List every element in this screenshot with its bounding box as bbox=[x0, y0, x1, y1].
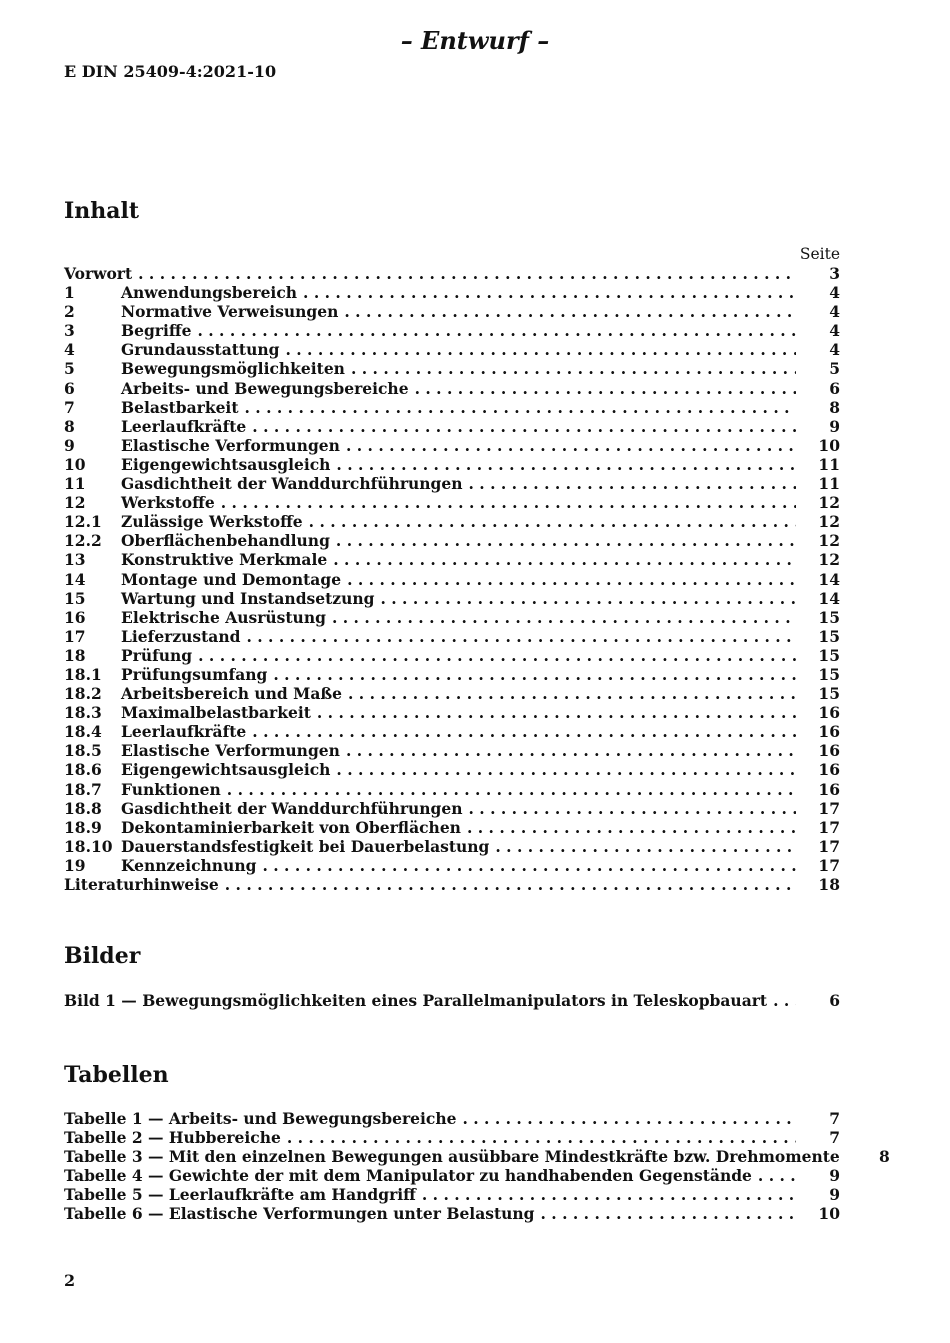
toc-entry-number: 18.5 bbox=[64, 741, 102, 761]
toc-entry[interactable] bbox=[64, 684, 840, 703]
toc-entry-number: 1 bbox=[64, 283, 75, 303]
leader-dots bbox=[422, 1185, 796, 1204]
toc-entry-number: 18.1 bbox=[64, 664, 102, 684]
toc-entry-title: Maximalbelastbarkeit bbox=[121, 703, 311, 723]
toc-entry-number: 18.2 bbox=[64, 684, 102, 704]
toc-entry-title: Prüfungsumfang bbox=[121, 664, 268, 684]
toc-entry[interactable] bbox=[64, 875, 840, 894]
toc-entry-number: 13 bbox=[64, 550, 86, 570]
toc-entry-title: Tabelle 5 — Leerlaufkräfte am Handgriff bbox=[64, 1185, 416, 1205]
toc-entry-page: 15 bbox=[818, 607, 840, 627]
toc-entry[interactable] bbox=[64, 340, 840, 359]
toc-entry-page: 4 bbox=[829, 340, 840, 360]
toc-entry[interactable] bbox=[64, 531, 840, 550]
toc-entry-page: 16 bbox=[818, 722, 840, 742]
toc-entry[interactable] bbox=[64, 780, 840, 799]
toc-entry-title: Zulässige Werkstoffe bbox=[121, 512, 303, 532]
toc-entry-title: Gasdichtheit der Wanddurchführungen bbox=[121, 474, 463, 494]
toc-entry-title: Gasdichtheit der Wanddurchführungen bbox=[121, 798, 463, 818]
contents-heading: Inhalt bbox=[64, 198, 140, 224]
leader-dots bbox=[244, 398, 796, 417]
toc-entry-number: 7 bbox=[64, 397, 75, 417]
page-column-label: Seite bbox=[799, 245, 840, 263]
toc-entry[interactable] bbox=[64, 359, 840, 378]
leader-dots bbox=[462, 1109, 796, 1128]
toc-entry-page: 14 bbox=[818, 588, 840, 608]
toc-entry-number: 12.2 bbox=[64, 531, 102, 551]
toc-entry[interactable] bbox=[64, 436, 840, 455]
toc-entry[interactable] bbox=[64, 455, 840, 474]
leader-dots bbox=[467, 818, 796, 837]
toc-entry[interactable] bbox=[64, 991, 840, 1010]
toc-entry-page: 9 bbox=[829, 1166, 840, 1186]
list-of-tables bbox=[64, 1109, 890, 1224]
toc-entry-page: 16 bbox=[818, 741, 840, 761]
toc-entry-title: Elastische Verformungen bbox=[121, 741, 340, 761]
toc-entry[interactable] bbox=[64, 417, 840, 436]
toc-entry[interactable] bbox=[64, 264, 840, 283]
toc-entry[interactable] bbox=[64, 589, 840, 608]
toc-entry-title: Begriffe bbox=[121, 321, 192, 341]
toc-entry-title: Vorwort bbox=[64, 264, 133, 283]
leader-dots bbox=[197, 321, 796, 340]
toc-entry-title: Funktionen bbox=[121, 779, 221, 799]
toc-entry[interactable] bbox=[64, 398, 840, 417]
toc-entry-title: Eigengewichtsausgleich bbox=[121, 454, 331, 474]
toc-entry[interactable] bbox=[64, 741, 840, 760]
toc-entry-number: 18.9 bbox=[64, 817, 102, 837]
toc-entry-page: 17 bbox=[818, 817, 840, 837]
toc-entry-title: Wartung und Instandsetzung bbox=[121, 588, 375, 608]
toc-entry-page: 16 bbox=[818, 703, 840, 723]
toc-entry-page: 7 bbox=[829, 1109, 840, 1128]
toc-entry-title: Werkstoffe bbox=[121, 493, 215, 513]
leader-dots bbox=[317, 703, 796, 722]
leader-dots bbox=[541, 1204, 796, 1223]
leader-dots bbox=[262, 856, 796, 875]
toc-entry-page: 15 bbox=[818, 626, 840, 646]
leader-dots bbox=[351, 359, 796, 378]
leader-dots bbox=[495, 837, 796, 856]
figures-heading: Bilder bbox=[64, 943, 141, 969]
leader-dots bbox=[415, 379, 796, 398]
toc-entry-number: 10 bbox=[64, 454, 86, 474]
toc-entry-page: 11 bbox=[818, 474, 840, 494]
leader-dots bbox=[469, 799, 796, 818]
toc-entry-page: 15 bbox=[818, 645, 840, 665]
toc-entry-page: 5 bbox=[829, 359, 840, 379]
toc-entry-title: Bewegungsmöglichkeiten bbox=[121, 359, 345, 379]
toc-entry[interactable] bbox=[64, 818, 840, 837]
toc-entry-page: 17 bbox=[818, 855, 840, 875]
leader-dots bbox=[252, 722, 796, 741]
leader-dots bbox=[346, 436, 796, 455]
toc-entry[interactable] bbox=[64, 703, 840, 722]
toc-entry-number: 18.3 bbox=[64, 703, 102, 723]
toc-entry-title: Oberflächenbehandlung bbox=[121, 531, 330, 551]
leader-dots bbox=[287, 1128, 796, 1147]
leader-dots bbox=[348, 684, 796, 703]
toc-entry-number: 2 bbox=[64, 302, 75, 322]
leader-dots bbox=[347, 570, 796, 589]
toc-entry-title: Grundausstattung bbox=[121, 340, 280, 360]
toc-entry[interactable] bbox=[64, 1166, 840, 1185]
toc-entry-title: Bild 1 — Bewegungsmöglichkeiten eines Parallelmanipulators in Teleskopbauart bbox=[64, 991, 768, 1010]
leader-dots bbox=[336, 531, 796, 550]
toc-entry-title: Tabelle 1 — Arbeits- und Bewegungsbereiche bbox=[64, 1109, 457, 1128]
toc-entry-title: Leerlaufkräfte bbox=[121, 416, 247, 436]
toc-entry-page: 12 bbox=[818, 531, 840, 551]
leader-dots bbox=[252, 417, 796, 436]
toc-entry[interactable] bbox=[64, 570, 840, 589]
toc-entry-page: 14 bbox=[818, 569, 840, 589]
toc-entry-page: 12 bbox=[818, 550, 840, 570]
leader-dots bbox=[138, 264, 796, 283]
toc-entry-page: 6 bbox=[829, 378, 840, 398]
toc-entry-title: Elektrische Ausrüstung bbox=[121, 607, 326, 627]
toc-entry-title: Eigengewichtsausgleich bbox=[121, 760, 331, 780]
leader-dots bbox=[773, 991, 796, 1010]
toc-entry-page: 17 bbox=[818, 798, 840, 818]
toc-entry[interactable] bbox=[64, 1109, 840, 1128]
toc-entry-number: 4 bbox=[64, 340, 75, 360]
toc-entry-title: Belastbarkeit bbox=[121, 397, 239, 417]
toc-entry-title: Tabelle 3 — Mit den einzelnen Bewegungen ausübbare Mindestkräfte bzw. Drehmomente bbox=[64, 1147, 840, 1167]
toc-entry-title: Leerlaufkräfte bbox=[121, 722, 247, 742]
toc-entry-title: Normative Verweisungen bbox=[121, 302, 339, 322]
toc-entry-number: 18 bbox=[64, 645, 86, 665]
toc-entry-title: Kennzeichnung bbox=[121, 855, 257, 875]
toc-entry-page: 15 bbox=[818, 664, 840, 684]
leader-dots bbox=[221, 493, 796, 512]
leader-dots bbox=[332, 608, 796, 627]
toc-entry-title: Montage und Demontage bbox=[121, 569, 342, 589]
toc-entry-page: 12 bbox=[818, 512, 840, 532]
leader-dots bbox=[333, 550, 796, 569]
toc-entry-page: 9 bbox=[829, 416, 840, 436]
toc-entry-title: Literaturhinweise bbox=[64, 875, 219, 894]
toc-entry[interactable] bbox=[64, 608, 840, 627]
toc-entry-title: Anwendungsbereich bbox=[121, 283, 298, 303]
leader-dots bbox=[336, 760, 796, 779]
toc-entry-page: 4 bbox=[829, 321, 840, 341]
toc-entry-page: 17 bbox=[818, 836, 840, 856]
leader-dots bbox=[469, 474, 796, 493]
toc-entry-number: 8 bbox=[64, 416, 75, 436]
leader-dots bbox=[758, 1166, 796, 1185]
toc-entry-title: Prüfung bbox=[121, 645, 193, 665]
toc-entry-page: 8 bbox=[878, 1147, 890, 1167]
leader-dots bbox=[198, 646, 796, 665]
toc-entry[interactable] bbox=[64, 722, 840, 741]
leader-dots bbox=[346, 741, 796, 760]
toc-entry-number: 18.8 bbox=[64, 798, 102, 818]
toc-entry[interactable] bbox=[64, 1204, 840, 1223]
toc-entry[interactable] bbox=[64, 646, 840, 665]
toc-entry-page: 6 bbox=[829, 991, 840, 1010]
toc-entry-number: 9 bbox=[64, 435, 75, 455]
leader-dots bbox=[273, 665, 796, 684]
toc-entry-title: Tabelle 4 — Gewichte der mit dem Manipulator zu handhabenden Gegenstände bbox=[64, 1166, 752, 1186]
toc-entry-number: 12 bbox=[64, 493, 86, 513]
toc-entry[interactable] bbox=[64, 799, 840, 818]
leader-dots bbox=[225, 875, 796, 894]
toc-entry-title: Elastische Verformungen bbox=[121, 435, 340, 455]
toc-entry-number: 12.1 bbox=[64, 512, 102, 532]
toc-entry-page: 4 bbox=[829, 302, 840, 322]
toc-entry-title: Tabelle 2 — Hubbereiche bbox=[64, 1128, 281, 1148]
toc-entry[interactable] bbox=[64, 493, 840, 512]
toc-entry-number: 14 bbox=[64, 569, 86, 589]
leader-dots bbox=[309, 512, 796, 531]
toc-entry[interactable] bbox=[64, 283, 840, 302]
toc-entry-number: 17 bbox=[64, 626, 86, 646]
leader-dots bbox=[246, 627, 796, 646]
toc-entry-page: 10 bbox=[818, 1204, 840, 1224]
toc-entry-number: 11 bbox=[64, 474, 86, 494]
toc-entry-page: 16 bbox=[818, 760, 840, 780]
leader-dots bbox=[344, 302, 796, 321]
leader-dots bbox=[303, 283, 796, 302]
toc-entry-page: 18 bbox=[818, 875, 840, 894]
toc-entry[interactable] bbox=[64, 627, 840, 646]
toc-entry-page: 16 bbox=[818, 779, 840, 799]
toc-entry[interactable] bbox=[64, 474, 840, 493]
toc-entry-number: 6 bbox=[64, 378, 75, 398]
toc-entry-title: Arbeitsbereich und Maße bbox=[121, 684, 342, 704]
page-number: 2 bbox=[64, 1271, 76, 1290]
toc-entry-page: 9 bbox=[829, 1185, 840, 1205]
toc-entry-page: 7 bbox=[829, 1128, 840, 1148]
toc-entry-page: 8 bbox=[829, 397, 840, 417]
toc-entry-page: 4 bbox=[829, 283, 840, 303]
table-of-contents bbox=[64, 264, 840, 894]
toc-entry[interactable] bbox=[64, 550, 840, 569]
toc-entry[interactable] bbox=[64, 302, 840, 321]
toc-entry-page: 10 bbox=[818, 435, 840, 455]
toc-entry-page: 12 bbox=[818, 493, 840, 513]
leader-dots bbox=[285, 340, 796, 359]
toc-entry-title: Tabelle 6 — Elastische Verformungen unter Belastung bbox=[64, 1204, 535, 1224]
toc-entry[interactable] bbox=[64, 321, 840, 340]
toc-entry-number: 15 bbox=[64, 588, 86, 608]
toc-entry-number: 19 bbox=[64, 855, 86, 875]
leader-dots bbox=[336, 455, 796, 474]
toc-entry[interactable] bbox=[64, 1147, 890, 1167]
list-of-figures bbox=[64, 991, 840, 1010]
document-id: E DIN 25409-4:2021-10 bbox=[64, 62, 277, 81]
toc-entry-page: 3 bbox=[829, 264, 840, 283]
toc-entry-number: 16 bbox=[64, 607, 86, 627]
toc-entry[interactable] bbox=[64, 856, 840, 875]
toc-entry-number: 18.6 bbox=[64, 760, 102, 780]
toc-entry-title: Dekontaminierbarkeit von Oberflächen bbox=[121, 817, 461, 837]
toc-entry[interactable] bbox=[64, 665, 840, 684]
toc-entry-title: Lieferzustand bbox=[121, 626, 241, 646]
toc-entry-title: Dauerstandsfestigkeit bei Dauerbelastung bbox=[121, 836, 490, 856]
toc-entry[interactable] bbox=[64, 1185, 840, 1204]
toc-entry-number: 18.7 bbox=[64, 779, 102, 799]
tables-heading: Tabellen bbox=[64, 1062, 169, 1088]
toc-entry-page: 11 bbox=[818, 454, 840, 474]
toc-entry-title: Arbeits- und Bewegungsbereiche bbox=[121, 378, 409, 398]
toc-entry-page: 15 bbox=[818, 684, 840, 704]
toc-entry[interactable] bbox=[64, 1128, 840, 1147]
draft-title: – Entwurf – bbox=[400, 26, 550, 55]
toc-entry-title: Konstruktive Merkmale bbox=[121, 550, 328, 570]
leader-dots bbox=[227, 780, 796, 799]
toc-entry[interactable] bbox=[64, 512, 840, 531]
toc-entry[interactable] bbox=[64, 379, 840, 398]
leader-dots bbox=[380, 589, 796, 608]
toc-entry-number: 18.10 bbox=[64, 836, 113, 856]
toc-entry-number: 3 bbox=[64, 321, 75, 341]
toc-entry-number: 5 bbox=[64, 359, 75, 379]
toc-entry-number: 18.4 bbox=[64, 722, 102, 742]
toc-entry[interactable] bbox=[64, 760, 840, 779]
toc-entry[interactable] bbox=[64, 837, 840, 856]
